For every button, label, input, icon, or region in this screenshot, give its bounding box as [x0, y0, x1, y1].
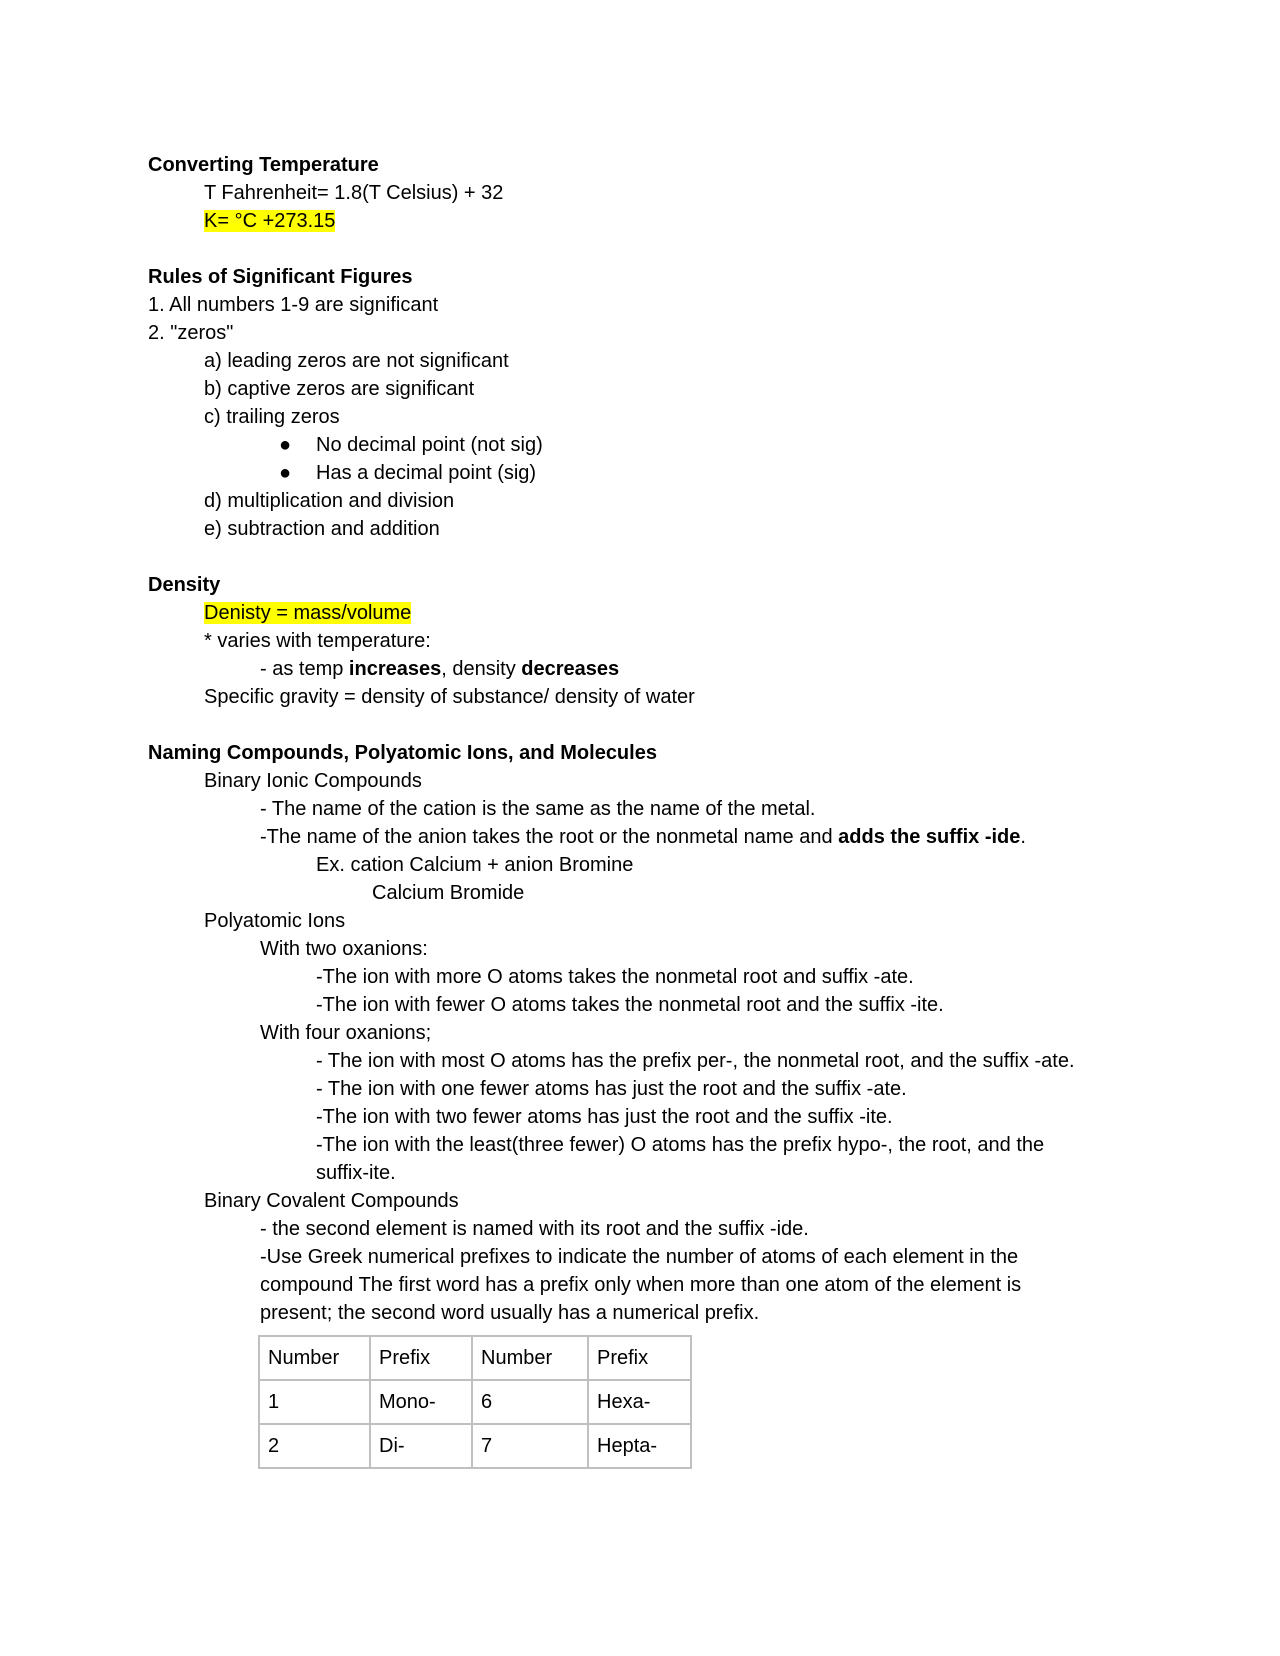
two-oxanions-fewer: -The ion with fewer O atoms takes the nonmetal root and the suffix -ite. [316, 994, 944, 1016]
table-row [259, 1424, 691, 1468]
temperature-heading: Converting Temperature [148, 154, 379, 176]
sigfig-rule-2: 2. "zeros" [148, 322, 234, 344]
binary-covalent-subheading: Binary Covalent Compounds [204, 1190, 459, 1212]
density-temp-mid: , density [441, 658, 522, 680]
table-cell: Hexa- [588, 1380, 691, 1424]
sigfig-rule-e: e) subtraction and addition [204, 518, 440, 540]
sigfig-rule-c: c) trailing zeros [204, 406, 340, 428]
anion-rule-bold: adds the suffix -ide [838, 826, 1021, 848]
anion-rule [260, 823, 1026, 851]
specific-gravity: Specific gravity = density of substance/ density of water [204, 686, 695, 708]
kelvin-formula: K= °C +273.15 [204, 210, 336, 232]
density-temp-rule [260, 655, 619, 683]
four-oxanions-least-2: suffix-ite. [316, 1162, 396, 1184]
four-oxanions-heading: With four oxanions; [260, 1022, 432, 1044]
anion-rule-post: . [1020, 826, 1026, 848]
density-heading: Density [148, 574, 221, 596]
table-row [259, 1380, 691, 1424]
density-varies: * varies with temperature: [204, 630, 431, 652]
kelvin-formula-line [204, 207, 335, 235]
sigfig-bullet-2: Has a decimal point (sig) [316, 462, 537, 484]
table-cell: 6 [472, 1380, 588, 1424]
covalent-rule-2c: present; the second word usually has a numerical prefix. [260, 1302, 760, 1324]
table-header-cell: Prefix [588, 1336, 691, 1380]
bullet-dot-icon: ● [279, 434, 292, 456]
table-cell: Di- [370, 1424, 472, 1468]
anion-rule-pre: -The name of the anion takes the root or the nonmetal name and [260, 826, 839, 848]
table-header-cell: Number [472, 1336, 588, 1380]
example-line-2: Calcium Bromide [372, 882, 525, 904]
density-formula-line [204, 599, 411, 627]
density-temp-increases: increases [348, 658, 442, 680]
four-oxanions-most: - The ion with most O atoms has the prefix per-, the nonmetal root, and the suffix -ate. [316, 1050, 1075, 1072]
density-formula: Denisty = mass/volume [204, 602, 412, 624]
covalent-rule-1: - the second element is named with its root and the suffix -ide. [260, 1218, 809, 1240]
four-oxanions-least-1: -The ion with the least(three fewer) O atoms has the prefix hypo-, the root, and the [316, 1134, 1045, 1156]
covalent-rule-2a: -Use Greek numerical prefixes to indicate the number of atoms of each element in the [260, 1246, 1019, 1268]
four-oxanions-two-fewer: -The ion with two fewer atoms has just the root and the suffix -ite. [316, 1106, 893, 1128]
sigfig-rule-a: a) leading zeros are not significant [204, 350, 509, 372]
four-oxanions-one-fewer: - The ion with one fewer atoms has just the root and the suffix -ate. [316, 1078, 907, 1100]
two-oxanions-heading: With two oxanions: [260, 938, 428, 960]
polyatomic-subheading: Polyatomic Ions [204, 910, 346, 932]
table-header-cell: Number [259, 1336, 370, 1380]
sigfig-rule-b: b) captive zeros are significant [204, 378, 475, 400]
table-cell: 7 [472, 1424, 588, 1468]
covalent-rule-2b: compound The first word has a prefix only when more than one atom of the element is [260, 1274, 1022, 1296]
sigfig-heading: Rules of Significant Figures [148, 266, 413, 288]
sigfig-rule-1: 1. All numbers 1-9 are significant [148, 294, 439, 316]
binary-ionic-subheading: Binary Ionic Compounds [204, 770, 422, 792]
two-oxanions-more: -The ion with more O atoms takes the nonmetal root and suffix -ate. [316, 966, 914, 988]
table-header-row [259, 1336, 691, 1380]
table-header-cell: Prefix [370, 1336, 472, 1380]
table-cell: Mono- [370, 1380, 472, 1424]
greek-prefix-table [258, 1335, 692, 1469]
table-cell: 2 [259, 1424, 370, 1468]
table-cell: 1 [259, 1380, 370, 1424]
bullet-dot-icon: ● [279, 462, 292, 484]
sigfig-rule-d: d) multiplication and division [204, 490, 455, 512]
fahrenheit-formula: T Fahrenheit= 1.8(T Celsius) + 32 [204, 182, 504, 204]
table-cell: Hepta- [588, 1424, 691, 1468]
density-temp-decreases: decreases [521, 658, 620, 680]
cation-rule: - The name of the cation is the same as the name of the metal. [260, 798, 816, 820]
example-line-1: Ex. cation Calcium + anion Bromine [316, 854, 634, 876]
density-temp-pre: - as temp [260, 658, 349, 680]
naming-heading: Naming Compounds, Polyatomic Ions, and Molecules [148, 742, 657, 764]
sigfig-bullet-1: No decimal point (not sig) [316, 434, 543, 456]
